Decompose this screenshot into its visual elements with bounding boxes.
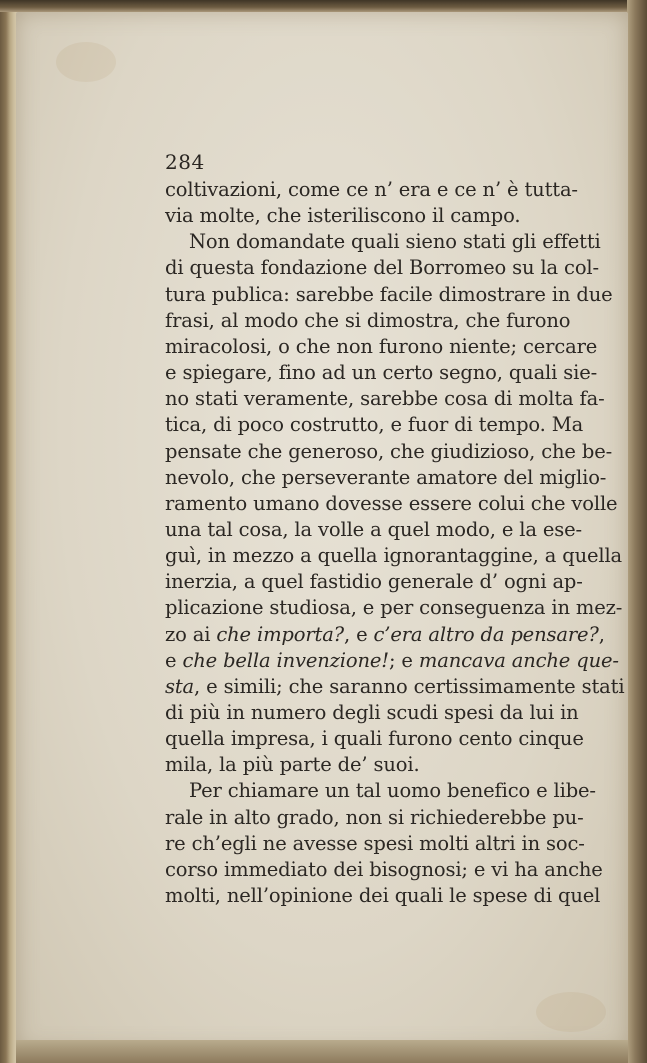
text-line	[165, 674, 625, 700]
text-line	[165, 726, 584, 752]
text-span: tura publica: sarebbe facile dimostrare in due	[165, 282, 613, 306]
text-span: re ch’egli ne avesse spesi molti altri in soc-	[165, 831, 585, 855]
text-span: e spiegare, fino ad un certo segno, quali sie-	[165, 361, 598, 385]
text-span: di questa fondazione del Borromeo su la col-	[165, 256, 599, 280]
text-span: pensate che generoso, che giudizioso, che be-	[165, 439, 613, 463]
text-span: mila, la più parte de’ suoi.	[165, 753, 420, 777]
text-span: rale in alto grado, non si richiederebbe pu-	[165, 805, 584, 829]
text-span: molti, nell’opinione dei quali le spese di quel	[165, 884, 601, 908]
text-span: di più in numero degli scudi spesi da lui in	[165, 701, 579, 724]
text-line	[165, 831, 585, 857]
text-line	[165, 386, 605, 412]
text-line	[165, 543, 623, 569]
text-line	[165, 177, 578, 203]
book-binding-edge	[0, 0, 647, 12]
italic-text: c’era altro da pensare?	[373, 622, 599, 646]
text-line	[165, 282, 613, 308]
text-span: via molte, che isteriliscono il campo.	[165, 204, 521, 228]
text-span: nevolo, che perseverante amatore del miglio-	[165, 465, 607, 489]
text-span: corso immediato dei bisognosi; e vi ha anche	[165, 857, 603, 881]
text-line	[165, 883, 601, 909]
text-line	[165, 491, 618, 517]
text-span: coltivazioni, come ce n’ era e ce n’ è tutta-	[165, 178, 578, 201]
paper-stain	[56, 42, 116, 82]
text-span: Non domandate quali sieno stati gli effetti	[189, 230, 601, 254]
italic-text: mancava anche que-	[418, 648, 619, 672]
text-span: inerzia, a quel fastidio generale d’ ogni ap-	[165, 570, 583, 594]
text-span: guì, in mezzo a quella ignorantaggine, a quella	[165, 544, 623, 568]
text-line	[165, 622, 605, 648]
text-line	[165, 465, 607, 491]
text-span: miracolosi, o che non furono niente; cercare	[165, 334, 598, 358]
text-line	[165, 334, 598, 360]
italic-text: che importa?	[216, 622, 344, 646]
text-line	[165, 648, 619, 674]
text-line	[165, 805, 584, 831]
text-line	[165, 229, 601, 255]
text-span: no stati veramente, sarebbe cosa di molta fa-	[165, 387, 605, 411]
text-span: frasi, al modo che si dimostra, che furono	[165, 308, 571, 332]
text-span: ,	[598, 622, 605, 646]
book-fore-edge	[627, 0, 647, 1063]
text-span: zo ai	[165, 622, 217, 646]
text-span: una tal cosa, la volle a quel modo, e la ese-	[165, 517, 582, 541]
text-span: , e simili; che saranno certissimamente stati	[194, 674, 625, 698]
paper-stain	[536, 992, 606, 1032]
text-line	[165, 857, 603, 883]
page-number: 284	[165, 150, 205, 174]
text-line	[165, 700, 579, 726]
text-line	[165, 752, 561, 778]
text-span: e	[165, 648, 183, 672]
italic-text: sta	[165, 674, 195, 698]
text-line	[165, 360, 598, 386]
text-span: ramento umano dovesse essere colui che volle	[165, 491, 618, 515]
text-span: quella impresa, i quali furono cento cinque	[165, 727, 584, 751]
italic-text: che bella invenzione!	[182, 648, 389, 672]
text-line	[165, 778, 596, 804]
text-line	[165, 595, 623, 621]
text-span: tica, di poco costrutto, e fuor di tempo. Ma	[165, 413, 584, 437]
text-span: Per chiamare un tal uomo benefico e libe-	[189, 779, 596, 803]
text-line	[165, 203, 561, 229]
text-line	[165, 308, 571, 334]
text-line	[165, 439, 613, 465]
page-bottom-edge	[16, 1040, 628, 1063]
text-line	[165, 255, 599, 281]
text-span: ; e	[388, 648, 419, 672]
text-span: plicazione studiosa, e per conseguenza in mez-	[165, 596, 623, 620]
text-span: , e	[343, 622, 374, 646]
text-line	[165, 412, 584, 438]
text-line	[165, 517, 582, 543]
text-line	[165, 569, 583, 595]
